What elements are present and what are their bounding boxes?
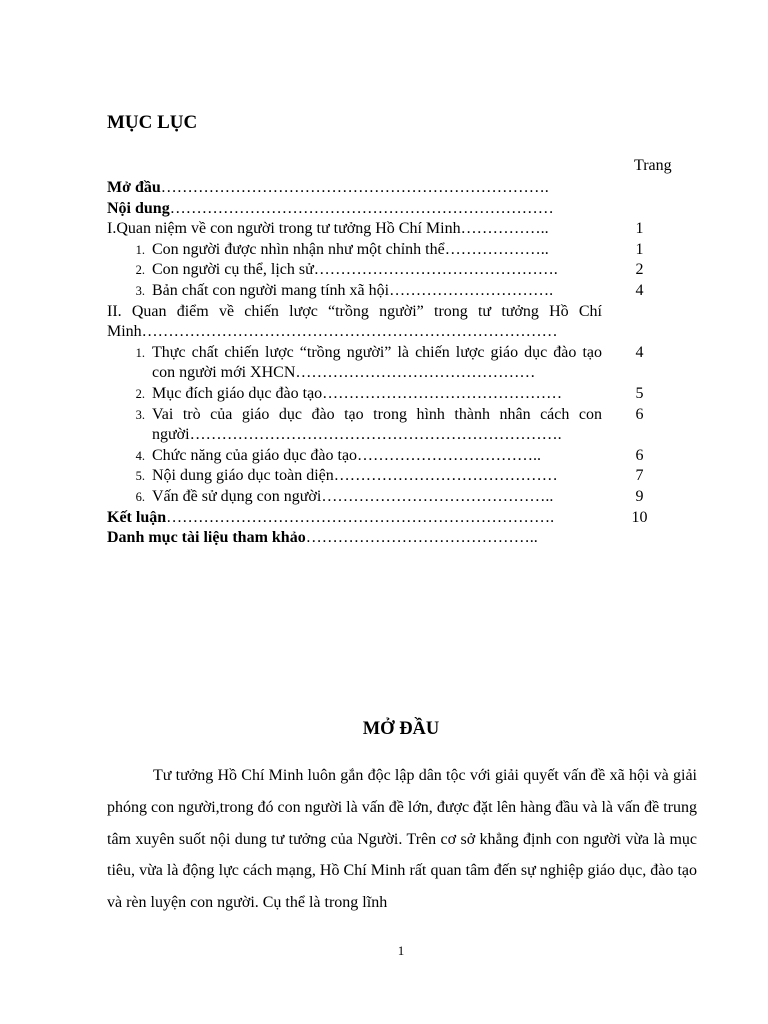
toc-entry-text: Thực chất chiến lược “trồng người” là chiến lược giáo dục đào tạo con người mới XHCN………………………………………	[152, 343, 602, 382]
toc-leader-dots: ………………………………………………………………	[169, 199, 554, 217]
toc-entry-references[interactable]	[107, 528, 677, 549]
toc-entry-2-2[interactable]	[107, 384, 677, 405]
toc-entry-label: Mở đầu	[107, 179, 161, 196]
toc-entry-text: Bản chất con người mang tính xã hội………………………….	[152, 281, 554, 299]
toc-page-number: 1	[635, 240, 644, 258]
toc-entry-2-6[interactable]	[107, 487, 677, 508]
toc-page-number: 2	[635, 261, 644, 279]
toc-entry-2-3[interactable]	[107, 405, 677, 446]
toc-entry-noi-dung[interactable]	[107, 199, 677, 220]
toc-entry-label: Danh mục tài liệu tham khảo	[107, 529, 306, 547]
toc-entry-section-1[interactable]	[107, 219, 677, 240]
toc-entry-section-2[interactable]	[107, 302, 677, 343]
toc-page-number: 10	[631, 508, 648, 526]
toc-item-number: 4.	[135, 448, 145, 463]
toc-page-number: 4	[635, 281, 644, 299]
page-column-label: Trang	[634, 157, 672, 174]
toc-page-number: 9	[635, 487, 644, 505]
toc-item-number: 2.	[135, 263, 145, 278]
toc-entry-2-1[interactable]	[107, 343, 677, 384]
toc-page-number: 6	[635, 405, 644, 423]
toc-entry-text: I.Quan niệm về con người trong tư tưởng Hồ Chí Minh……………..	[107, 220, 549, 238]
toc-entry-text: Chức năng của giáo dục đào tạo……………………………..	[152, 446, 542, 464]
toc-leader-dots: ……………………………………………………………….	[160, 179, 549, 196]
toc-page-number: 6	[635, 446, 644, 464]
toc-entry-2-4[interactable]	[107, 446, 677, 467]
toc-page-number: 1	[635, 220, 644, 238]
toc-leader-dots: ……………………………………..	[305, 529, 538, 547]
toc-entry-1-1[interactable]	[107, 240, 677, 261]
page-number: 1	[397, 943, 405, 958]
toc-entry-text: Mục đích giáo dục đào tạo………………………………………	[152, 384, 563, 402]
toc-entry-label: Kết luận	[107, 508, 167, 526]
toc-leader-dots: ……………………………………………………………….	[166, 508, 555, 526]
toc-page-number: 7	[635, 467, 644, 485]
toc-entry-text: Con người được nhìn nhận như một chỉnh thể………………..	[152, 240, 549, 258]
toc-item-number: 2.	[135, 386, 145, 401]
toc-entry-label: Nội dung	[107, 199, 170, 217]
toc-entry-1-3[interactable]	[107, 281, 677, 302]
toc-entry-mo-dau[interactable]	[107, 178, 677, 199]
toc-entry-text: Vấn đề sử dụng con người……………………………………..	[152, 487, 554, 505]
toc-item-number: 1.	[135, 345, 145, 360]
toc-item-number: 5.	[135, 469, 145, 484]
toc-page-number: 4	[635, 343, 644, 361]
toc-page-number: 5	[635, 384, 644, 402]
toc-item-number: 1.	[135, 242, 145, 257]
body-paragraph: Tư tưởng Hồ Chí Minh luôn gắn độc lập dân tộc với giải quyết vấn đề xã hội và giải phóng con người,trong đó con người là vấn đề lớn, được đặt lên hàng đầu và là vấn đề trung tâm xuyên suốt nội dung tư tưởng của Người. Trên cơ sở khẳng định con người vừa là mục tiêu, vừa là động lực cách mạng, Hồ Chí Minh rất quan tâm đến sự nghiệp giáo dục, đào tạo và rèn luyện con người. Cụ thể là trong lĩnh	[107, 767, 697, 912]
toc-entry-ket-luan[interactable]	[107, 508, 677, 529]
table-of-contents	[107, 178, 677, 549]
toc-item-number: 3.	[135, 283, 145, 298]
toc-entry-text: II. Quan điểm về chiến lược “trồng người” trong tư tưởng Hồ Chí Minh……………………………………………………………………	[107, 302, 602, 341]
toc-entry-text: Nội dung giáo dục toàn diện……………………………………	[152, 467, 558, 485]
section-title: MỞ ĐẦU	[362, 719, 440, 739]
toc-entry-text: Con người cụ thể, lịch sử……………………………………….	[152, 261, 558, 279]
toc-item-number: 6.	[135, 489, 145, 504]
toc-heading: MỤC LỤC	[107, 112, 198, 133]
toc-entry-1-2[interactable]	[107, 260, 677, 281]
toc-item-number: 3.	[135, 407, 145, 422]
toc-entry-2-5[interactable]	[107, 466, 677, 487]
toc-entry-text: Vai trò của giáo dục đào tạo trong hình thành nhân cách con người…………………………………………………………….	[152, 405, 602, 444]
